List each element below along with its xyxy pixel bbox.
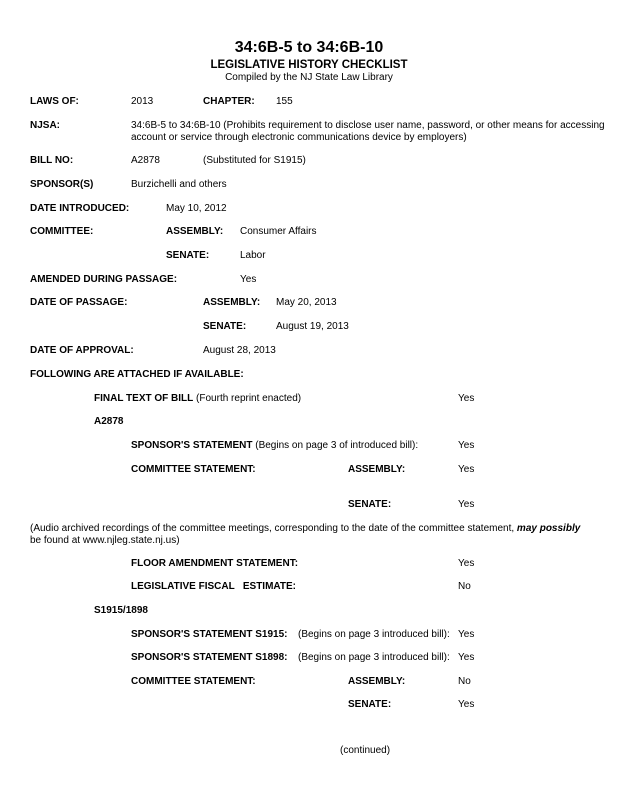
a2878-heading: A2878: [94, 416, 124, 427]
final-text-value: Yes: [458, 393, 475, 404]
audio-note-emphasis: may possibly: [516, 523, 581, 534]
a2878-assembly-label: ASSEMBLY:: [348, 464, 406, 475]
sponsor-value: Burzichelli and others: [131, 179, 227, 190]
a2878-sponsor-label: SPONSOR'S STATEMENT: [131, 440, 253, 451]
a2878-sponsor-row: [131, 440, 418, 452]
s1915-sponsor1-value: Yes: [458, 629, 475, 640]
committee-assembly-value: Consumer Affairs: [240, 226, 317, 237]
floor-amendment-value: Yes: [458, 558, 475, 569]
chapter-label: CHAPTER:: [203, 96, 255, 107]
njsa-line-1: 34:6B-5 to 34:6B-10 (Prohibits requirement to disclose user name, password, or other means for accessing: [131, 120, 605, 131]
s1915-assembly-value: No: [458, 676, 471, 687]
a2878-senate-label: SENATE:: [348, 499, 392, 510]
s1915-heading: S1915/1898: [94, 605, 148, 616]
njsa-line-2: account or service through electronic communications device by employers): [131, 132, 467, 143]
amended-value: Yes: [240, 274, 257, 285]
passage-assembly-label: ASSEMBLY:: [203, 297, 261, 308]
passage-assembly-value: May 20, 2013: [276, 297, 337, 308]
audio-note-line-2: be found at www.njleg.state.nj.us): [30, 535, 180, 546]
s1898-sponsor2-label: SPONSOR'S STATEMENT S1898:: [131, 652, 288, 663]
sponsor-label: SPONSOR(S): [30, 179, 94, 190]
audio-note-line-1: [30, 523, 580, 535]
committee-label: COMMITTEE:: [30, 226, 94, 237]
bill-no-value: A2878: [131, 155, 160, 166]
njsa-label: NJSA:: [30, 120, 61, 131]
s1915-assembly-label: ASSEMBLY:: [348, 676, 406, 687]
a2878-sponsor-note: (Begins on page 3 of introduced bill):: [255, 440, 419, 451]
a2878-committee-label: COMMITTEE STATEMENT:: [131, 464, 256, 475]
a2878-senate-value: Yes: [458, 499, 475, 510]
bill-no-label: BILL NO:: [30, 155, 74, 166]
laws-of-label: LAWS OF:: [30, 96, 79, 107]
s1898-sponsor2-note: (Begins on page 3 introduced bill):: [298, 652, 450, 663]
fiscal-estimate-label: LEGISLATIVE FISCAL ESTIMATE:: [131, 581, 297, 592]
passage-senate-value: August 19, 2013: [276, 321, 349, 332]
date-introduced-label: DATE INTRODUCED:: [30, 203, 130, 214]
final-text-row: [94, 393, 301, 405]
s1915-committee-label: COMMITTEE STATEMENT:: [131, 676, 256, 687]
date-of-approval-value: August 28, 2013: [203, 345, 276, 356]
s1915-senate-value: Yes: [458, 699, 475, 710]
bill-no-note: (Substituted for S1915): [203, 155, 306, 166]
chapter-value: 155: [276, 96, 293, 107]
s1898-sponsor2-value: Yes: [458, 652, 475, 663]
audio-note-part-1: (Audio archived recordings of the committee meetings, corresponding to the date of the committee statement,: [30, 523, 517, 534]
s1915-senate-label: SENATE:: [348, 699, 392, 710]
date-of-approval-label: DATE OF APPROVAL:: [30, 345, 134, 356]
passage-senate-label: SENATE:: [203, 321, 247, 332]
amended-label: AMENDED DURING PASSAGE:: [30, 274, 178, 285]
a2878-sponsor-value: Yes: [458, 440, 475, 451]
laws-of-value: 2013: [131, 96, 154, 107]
final-text-label: FINAL TEXT OF BILL: [94, 393, 194, 404]
following-heading: FOLLOWING ARE ATTACHED IF AVAILABLE:: [30, 369, 244, 380]
page-title: 34:6B-5 to 34:6B-10: [234, 39, 384, 56]
committee-senate-label: SENATE:: [166, 250, 210, 261]
a2878-assembly-value: Yes: [458, 464, 475, 475]
compiled-by: Compiled by the NJ State Law Library: [225, 72, 393, 83]
s1915-sponsor1-label: SPONSOR'S STATEMENT S1915:: [131, 629, 288, 640]
committee-assembly-label: ASSEMBLY:: [166, 226, 224, 237]
date-introduced-value: May 10, 2012: [166, 203, 227, 214]
fiscal-estimate-value: No: [458, 581, 471, 592]
date-of-passage-label: DATE OF PASSAGE:: [30, 297, 128, 308]
continued-footer: (continued): [340, 745, 391, 756]
page-subtitle: LEGISLATIVE HISTORY CHECKLIST: [210, 59, 408, 71]
committee-senate-value: Labor: [240, 250, 266, 261]
s1915-sponsor1-note: (Begins on page 3 introduced bill):: [298, 629, 450, 640]
floor-amendment-label: FLOOR AMENDMENT STATEMENT:: [131, 558, 299, 569]
final-text-note: (Fourth reprint enacted): [196, 393, 302, 404]
